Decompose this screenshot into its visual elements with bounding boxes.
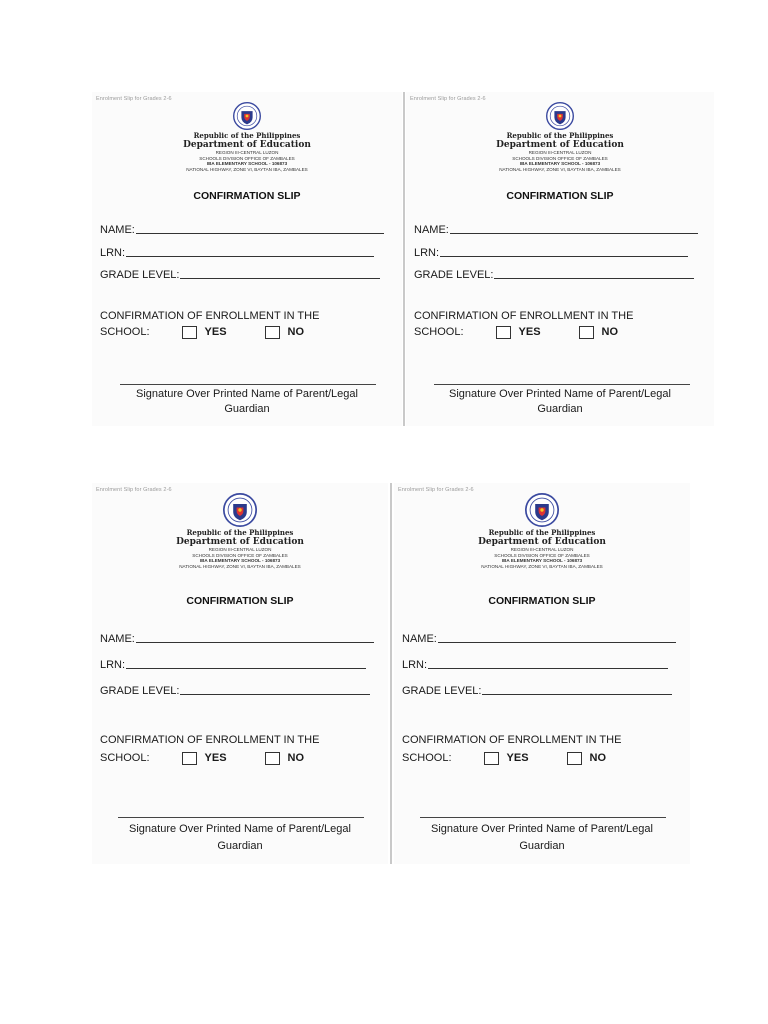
- deped-seal-icon: [233, 102, 261, 130]
- region-text: REGION III-CENTRAL LUZON: [208, 547, 272, 552]
- no-label: NO: [287, 752, 305, 764]
- slip-title: CONFIRMATION SLIP: [488, 595, 596, 607]
- department-text: Department of Education: [176, 537, 304, 547]
- school-label: SCHOOL:: [414, 326, 464, 338]
- no-label: NO: [589, 752, 607, 764]
- yes-label: YES: [204, 752, 227, 764]
- lrn-line: [126, 667, 366, 669]
- grade-level-line: [180, 277, 380, 279]
- yes-label: YES: [506, 752, 529, 764]
- confirmation-question: [100, 731, 319, 767]
- signature-line: [434, 384, 690, 385]
- name-field[interactable]: [100, 633, 374, 645]
- no-checkbox[interactable]: [567, 752, 582, 765]
- region-text: REGION III-CENTRAL LUZON: [510, 547, 574, 552]
- slip-tag: Enrolment Slip for Grades 2-6: [96, 96, 172, 102]
- school-label: SCHOOL:: [100, 752, 150, 764]
- name-label: NAME:: [100, 633, 135, 645]
- division-text: SCHOOLS DIVISION OFFICE OF ZAMBALES: [512, 155, 608, 161]
- slip-title: CONFIRMATION SLIP: [193, 190, 301, 202]
- name-line: [450, 232, 698, 234]
- confirmation-slip: [406, 92, 714, 426]
- school-text: IBA ELEMENTARY SCHOOL - 106873: [519, 161, 601, 167]
- division-text: SCHOOLS DIVISION OFFICE OF ZAMBALES: [192, 552, 288, 558]
- confirmation-slip: [92, 483, 388, 864]
- grade-level-field[interactable]: [414, 269, 694, 281]
- lrn-line: [126, 255, 374, 257]
- slip-tag: Enrolment Slip for Grades 2-6: [96, 487, 172, 493]
- address-text: NATIONAL HIGHWAY, ZONE VI, BAYTAN IBA, ZAMBALES: [179, 563, 301, 569]
- confirmation-slip: [394, 483, 690, 864]
- division-text: SCHOOLS DIVISION OFFICE OF ZAMBALES: [199, 155, 295, 161]
- signature-line: [420, 817, 666, 818]
- yes-checkbox[interactable]: [496, 326, 511, 339]
- grade-level-label: GRADE LEVEL:: [414, 269, 494, 281]
- department-text: Department of Education: [183, 140, 311, 150]
- lrn-field[interactable]: [402, 659, 668, 671]
- grade-level-line: [494, 277, 694, 279]
- confirmation-question: [100, 308, 319, 340]
- lrn-label: LRN:: [402, 659, 428, 671]
- school-text: IBA ELEMENTARY SCHOOL - 106873: [206, 161, 288, 167]
- name-label: NAME:: [414, 224, 449, 236]
- address-text: NATIONAL HIGHWAY, ZONE VI, BAYTAN IBA, ZAMBALES: [186, 166, 308, 172]
- name-field[interactable]: [414, 224, 698, 236]
- school-label: SCHOOL:: [402, 752, 452, 764]
- school-text: IBA ELEMENTARY SCHOOL - 106873: [199, 558, 281, 564]
- no-checkbox[interactable]: [265, 326, 280, 339]
- deped-seal-icon: [525, 493, 559, 527]
- name-field[interactable]: [402, 633, 676, 645]
- republic-text: Republic of the Philippines: [193, 131, 301, 140]
- no-label: NO: [601, 326, 619, 338]
- grade-level-line: [482, 693, 672, 695]
- lrn-field[interactable]: [414, 247, 688, 259]
- address-text: NATIONAL HIGHWAY, ZONE VI, BAYTAN IBA, ZAMBALES: [499, 166, 621, 172]
- confirmation-line1: CONFIRMATION OF ENROLLMENT IN THE: [402, 734, 622, 746]
- lrn-line: [440, 255, 688, 257]
- yes-checkbox[interactable]: [182, 326, 197, 339]
- confirmation-question: [402, 731, 621, 767]
- school-label: SCHOOL:: [100, 326, 150, 338]
- grade-level-label: GRADE LEVEL:: [100, 685, 180, 697]
- no-checkbox[interactable]: [265, 752, 280, 765]
- signature-line: [118, 817, 364, 818]
- school-text: IBA ELEMENTARY SCHOOL - 106873: [501, 558, 583, 564]
- slip-title: CONFIRMATION SLIP: [186, 595, 294, 607]
- lrn-label: LRN:: [100, 247, 126, 259]
- slip-tag: Enrolment Slip for Grades 2-6: [398, 487, 474, 493]
- divider: [403, 92, 405, 426]
- slip-title: CONFIRMATION SLIP: [506, 190, 614, 202]
- lrn-field[interactable]: [100, 247, 374, 259]
- yes-label: YES: [518, 326, 541, 338]
- confirmation-question: [414, 308, 633, 340]
- no-checkbox[interactable]: [579, 326, 594, 339]
- lrn-label: LRN:: [414, 247, 440, 259]
- republic-text: Republic of the Philippines: [506, 131, 614, 140]
- signature-line: [120, 384, 376, 385]
- lrn-label: LRN:: [100, 659, 126, 671]
- deped-seal-icon: [546, 102, 574, 130]
- address-text: NATIONAL HIGHWAY, ZONE VI, BAYTAN IBA, ZAMBALES: [481, 563, 603, 569]
- grade-level-field[interactable]: [100, 685, 370, 697]
- lrn-line: [428, 667, 668, 669]
- yes-label: YES: [204, 326, 227, 338]
- region-text: REGION III-CENTRAL LUZON: [215, 150, 279, 155]
- confirmation-slip: [92, 92, 402, 426]
- name-line: [438, 641, 676, 643]
- grade-level-field[interactable]: [100, 269, 380, 281]
- name-field[interactable]: [100, 224, 384, 236]
- name-line: [136, 232, 384, 234]
- yes-checkbox[interactable]: [182, 752, 197, 765]
- confirmation-line1: CONFIRMATION OF ENROLLMENT IN THE: [100, 734, 320, 746]
- confirmation-line1: CONFIRMATION OF ENROLLMENT IN THE: [100, 310, 320, 322]
- division-text: SCHOOLS DIVISION OFFICE OF ZAMBALES: [494, 552, 590, 558]
- divider: [390, 483, 392, 864]
- signature-caption: Signature Over Printed Name of Parent/Legal Guardian: [136, 388, 358, 415]
- name-line: [136, 641, 374, 643]
- deped-header: [92, 102, 402, 172]
- grade-level-field[interactable]: [402, 685, 672, 697]
- lrn-field[interactable]: [100, 659, 366, 671]
- slip-tag: Enrolment Slip for Grades 2-6: [410, 96, 486, 102]
- confirmation-line1: CONFIRMATION OF ENROLLMENT IN THE: [414, 310, 634, 322]
- deped-header: [394, 493, 690, 569]
- grade-level-label: GRADE LEVEL:: [100, 269, 180, 281]
- grade-level-label: GRADE LEVEL:: [402, 685, 482, 697]
- deped-header: [92, 493, 388, 569]
- region-text: REGION III-CENTRAL LUZON: [528, 150, 592, 155]
- signature-caption: Signature Over Printed Name of Parent/Legal Guardian: [449, 388, 671, 415]
- name-label: NAME:: [402, 633, 437, 645]
- department-text: Department of Education: [496, 140, 624, 150]
- grade-level-line: [180, 693, 370, 695]
- deped-header: [406, 102, 714, 172]
- yes-checkbox[interactable]: [484, 752, 499, 765]
- signature-caption: Signature Over Printed Name of Parent/Legal Guardian: [129, 823, 351, 852]
- no-label: NO: [287, 326, 305, 338]
- republic-text: Republic of the Philippines: [488, 528, 596, 537]
- deped-seal-icon: [223, 493, 257, 527]
- name-label: NAME:: [100, 224, 135, 236]
- signature-caption: Signature Over Printed Name of Parent/Legal Guardian: [431, 823, 653, 852]
- republic-text: Republic of the Philippines: [186, 528, 294, 537]
- department-text: Department of Education: [478, 537, 606, 547]
